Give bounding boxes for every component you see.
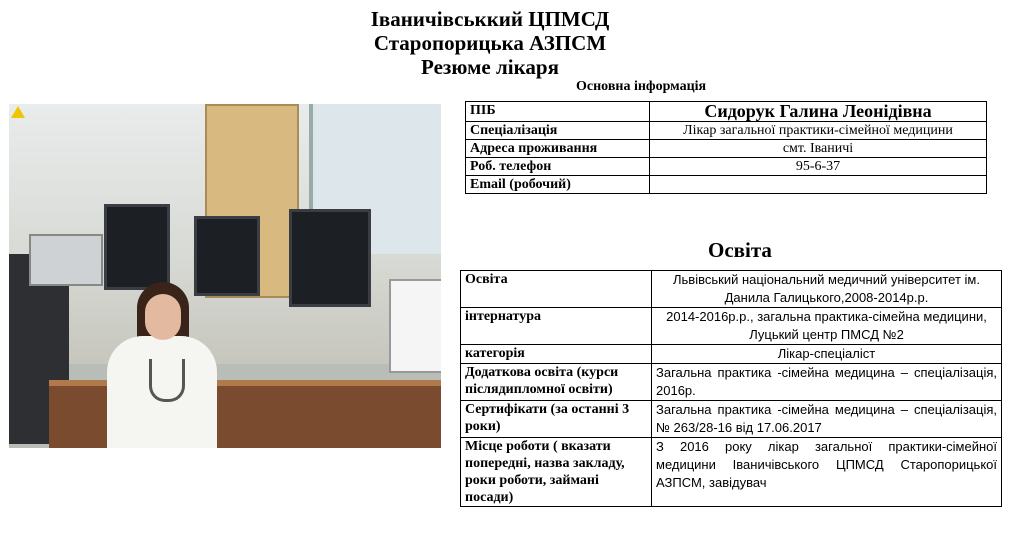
table-row [461, 345, 1002, 364]
section-subtitle: Основна інформація [576, 79, 707, 94]
education-title: Освіта [708, 238, 772, 262]
table-row [461, 364, 1002, 401]
row-label: Освіта [461, 271, 652, 308]
table-row [461, 438, 1002, 507]
row-label: категорія [461, 345, 652, 364]
row-value: З 2016 року лікар загальної практики-сімейної медицини Іваничівського ЦПМСД Старопорицької АЗПСМ, завідувач [652, 438, 1002, 507]
table-row [461, 401, 1002, 438]
table-row [466, 176, 987, 194]
row-label: ПІБ [466, 102, 650, 122]
row-value [650, 176, 987, 194]
doctor-photo [9, 104, 441, 448]
table-row [461, 271, 1002, 308]
clinic-name: Іваничівськкий ЦПМСД [370, 7, 610, 31]
education-table [460, 270, 1002, 507]
row-label: Роб. телефон [466, 158, 650, 176]
row-label: Сертифікати (за останні 3 роки) [461, 401, 652, 438]
row-value: 95-6-37 [650, 158, 987, 176]
row-label: Email (робочий) [466, 176, 650, 194]
caution-sign-icon [11, 106, 25, 118]
table-row [466, 122, 987, 140]
row-label: Місце роботи ( вказати попередні, назва закладу, роки роботи, займані посади) [461, 438, 652, 507]
row-label: Додаткова освіта (курси післядипломної освіти) [461, 364, 652, 401]
row-value: Загальна практика -сімейна медицина – спеціалізація, № 263/28-16 від 17.06.2017 [652, 401, 1002, 438]
row-value: Лікар загальної практики-сімейної медицини [650, 122, 987, 140]
row-label: Адреса проживання [466, 140, 650, 158]
table-row [466, 102, 987, 122]
row-value: 2014-2016р.р., загальна практика-сімейна медицини, Луцький центр ПМСД №2 [652, 308, 1002, 345]
page-title: Резюме лікаря [421, 55, 559, 79]
row-value: смт. Іваничі [650, 140, 987, 158]
basic-info-table [465, 101, 987, 194]
doctor-name: Сидорук Галина Леонідівна [650, 102, 987, 122]
row-value: Львівський національний медичний університет ім. Данила Галицького,2008-2014р.р. [652, 271, 1002, 308]
department-name: Старопорицька АЗПСМ [373, 31, 607, 55]
table-row [466, 158, 987, 176]
row-value: Лікар-спеціаліст [652, 345, 1002, 364]
table-row [466, 140, 987, 158]
row-label: Спеціалізація [466, 122, 650, 140]
row-label: інтернатура [461, 308, 652, 345]
row-value: Загальна практика -сімейна медицина – спеціалізація, 2016р. [652, 364, 1002, 401]
table-row [461, 308, 1002, 345]
